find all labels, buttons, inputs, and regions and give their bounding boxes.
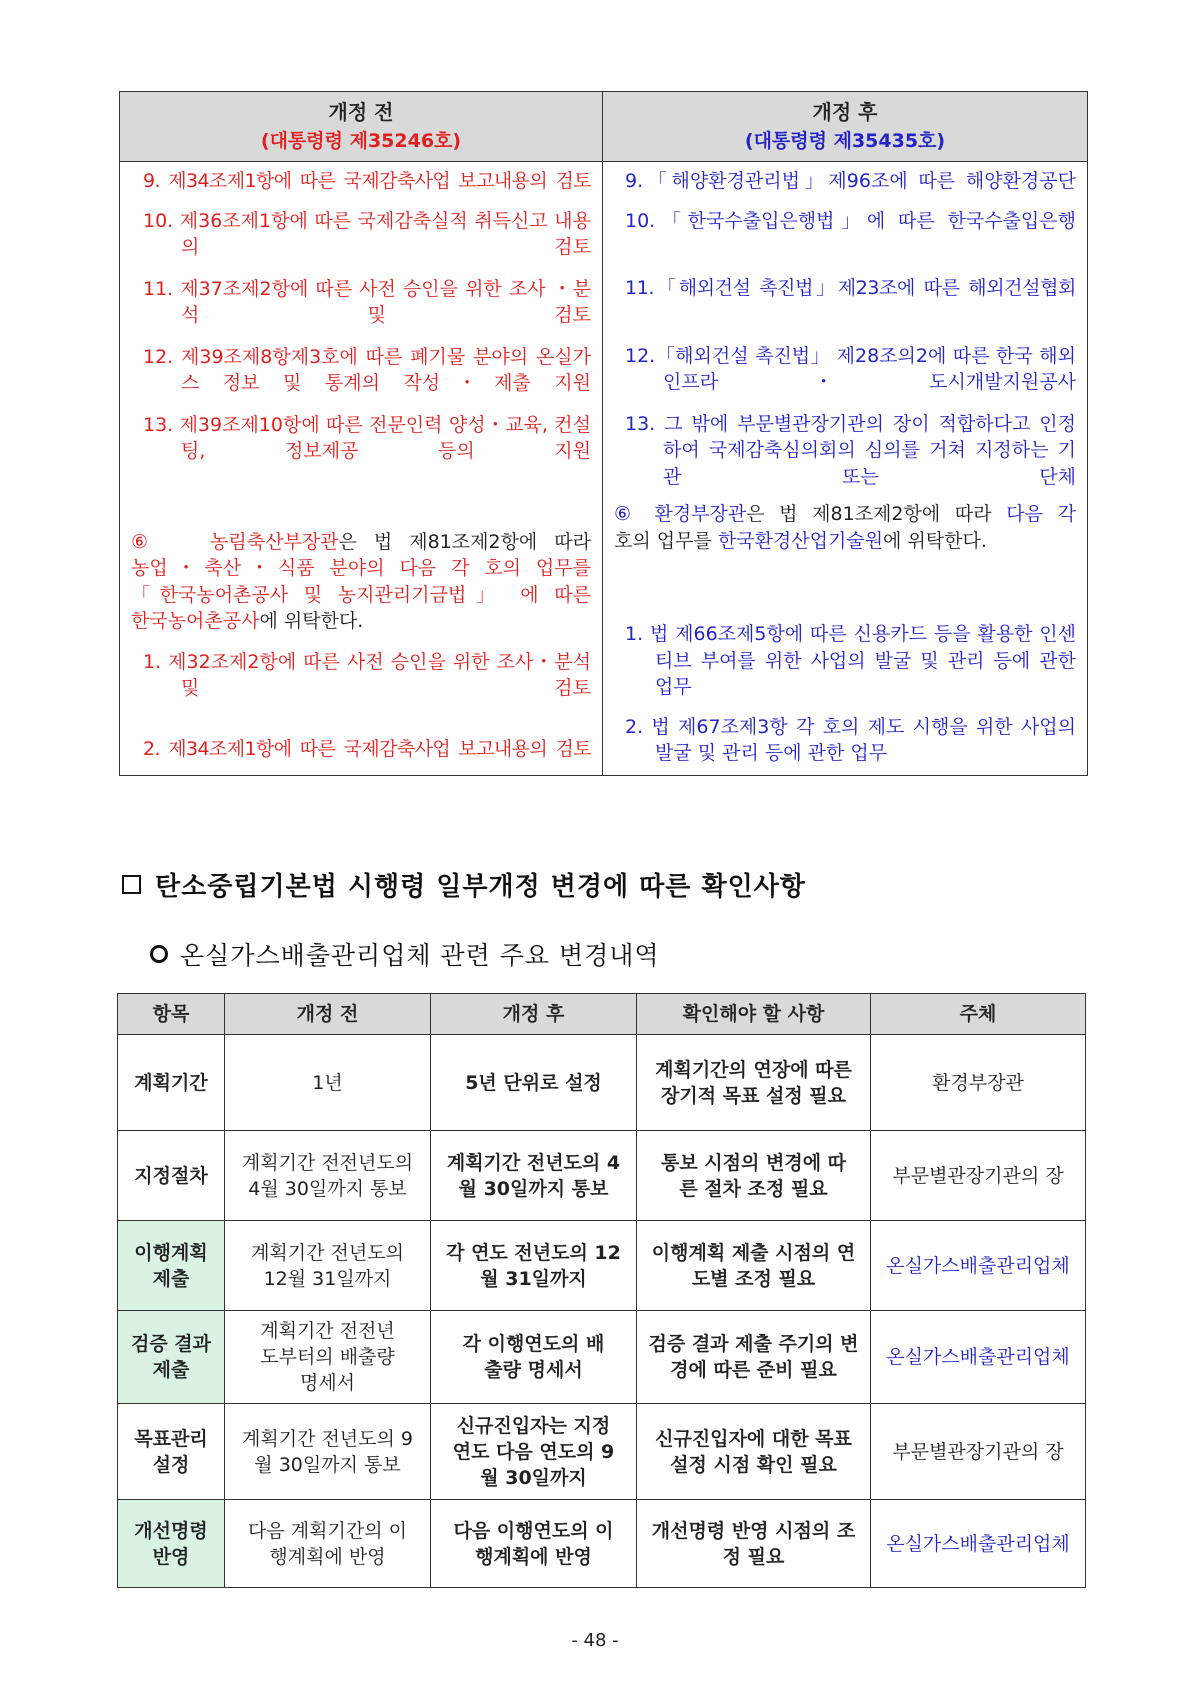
section-subtitle <box>150 936 660 972</box>
page-number: - 48 - <box>571 1630 619 1651</box>
table-row <box>118 1035 1086 1131</box>
row-subject: 온실가스배출관리업체 <box>871 1221 1086 1311</box>
row-check: 통보 시점의 변경에 따른 절차 조정 필요 <box>637 1131 871 1221</box>
comparison-table <box>119 91 1088 776</box>
before-sub-item-2: 2. 제34조제1항에 따른 국제감축사업 보고내용의 검토 <box>143 737 591 760</box>
before-item-9: 9. 제34조제1항에 따른 국제감축사업 보고내용의 검토 <box>143 170 591 192</box>
before-para-text4: 에 위탁한다. <box>259 610 364 632</box>
details-table <box>117 993 1086 1588</box>
after-item-11: 11.「해외건설 촉진법」제23조에 따른 해외건설협회 <box>625 277 1076 299</box>
section-subtitle-text: 온실가스배출관리업체 관련 주요 변경내역 <box>180 941 660 970</box>
row-before: 계획기간 전년도의 12월 31일까지 <box>225 1221 431 1311</box>
row-before: 계획기간 전전년도부터의 배출량 명세서 <box>225 1311 431 1404</box>
before-cell <box>120 162 603 776</box>
before-item-10: 10. 제36조제1항에 따른 국제감축실적 취득신고 내용의 검토 <box>143 209 591 258</box>
row-after: 각 연도 전년도의 12월 31일까지 <box>431 1221 637 1311</box>
before-delegation-paragraph <box>131 529 591 635</box>
row-before: 1년 <box>225 1035 431 1131</box>
row-subject: 부문별관장기관의 장 <box>871 1404 1086 1500</box>
table-row <box>118 1131 1086 1221</box>
after-para-next: 다음 각 <box>1006 503 1076 525</box>
table-row <box>118 1221 1086 1311</box>
before-item-11: 11. 제37조제2항에 따른 사전 승인을 위한 조사 ・분석 및 검토 <box>143 277 591 326</box>
header-before: 개정 전 <box>225 994 431 1035</box>
after-para-agency: 한국환경산업기술원 <box>717 529 884 552</box>
row-item: 계획기간 <box>118 1035 225 1131</box>
row-check: 신규진입자에 대한 목표 설정 시점 확인 필요 <box>637 1404 871 1500</box>
section-title-text: 탄소중립기본법 시행령 일부개정 변경에 따른 확인사항 <box>155 872 806 902</box>
row-before: 계획기간 전년도의 9월 30일까지 통보 <box>225 1404 431 1500</box>
table-row <box>118 1311 1086 1404</box>
before-para-agency: 한국농어촌공사 <box>131 610 260 632</box>
after-para-text1: 은 법 제81조제2항에 따라 <box>746 503 992 525</box>
after-cell <box>603 162 1088 776</box>
row-item: 개선명령 반영 <box>118 1500 225 1588</box>
after-header-decree: (대통령령 제35435호) <box>744 130 946 152</box>
after-para-text2: 호의 업무를 <box>614 529 712 552</box>
before-header <box>120 92 603 162</box>
after-item-9: 9.「해양환경관리법」제96조에 따른 해양환경공단 <box>625 170 1076 192</box>
header-item: 항목 <box>118 994 225 1035</box>
comparison-header-row <box>120 92 1088 162</box>
after-sub-item-1: 1. 법 제66조제5항에 따른 신용카드 등을 활용한 인센티브 부여를 위한 사업의 발굴 및 관리 등에 관한 업무 <box>625 623 1076 698</box>
before-item-12: 12. 제39조제8항제3호에 따른 폐기물 분야의 온실가스 정보 및 통계의 작성・제출 지원 <box>143 345 591 394</box>
after-sub-item-2: 2. 법 제67조제3항 각 호의 제도 시행을 위한 사업의 발굴 및 관리 등에 관한 업무 <box>625 715 1076 764</box>
before-item-13: 13. 제39조제10항에 따른 전문인력 양성・교육, 컨설팅, 정보제공 등의 지원 <box>143 413 591 462</box>
row-item: 이행계획 제출 <box>118 1221 225 1311</box>
square-bullet-icon <box>122 875 141 894</box>
after-item-10: 10.「한국수출입은행법」에 따른 한국수출입은행 <box>625 209 1076 232</box>
row-item: 검증 결과 제출 <box>118 1311 225 1404</box>
row-check: 검증 결과 제출 주기의 변경에 따른 준비 필요 <box>637 1311 871 1404</box>
comparison-body-row <box>120 162 1088 776</box>
before-para-text1: 은 법 제81조제2항에 따라 <box>338 530 591 553</box>
before-sub-item-1: 1. 제32조제2항에 따른 사전 승인을 위한 조사・분석 및 검토 <box>143 650 591 699</box>
table-row <box>118 1404 1086 1500</box>
row-item: 지정절차 <box>118 1131 225 1221</box>
row-before: 다음 계획기간의 이행계획에 반영 <box>225 1500 431 1588</box>
after-header <box>603 92 1088 162</box>
row-check: 계획기간의 연장에 따른 장기적 목표 설정 필요 <box>637 1035 871 1131</box>
row-after: 5년 단위로 설정 <box>431 1035 637 1131</box>
row-check: 이행계획 제출 시점의 연도별 조정 필요 <box>637 1221 871 1311</box>
before-para-minister: 농림축산부장관 <box>210 530 339 553</box>
row-subject: 환경부장관 <box>871 1035 1086 1131</box>
after-item-13: 13. 그 밖에 부문별관장기관의 장이 적합하다고 인정하여 국제감축심의회의 심의를 거쳐 지정하는 기관 또는 단체 <box>625 412 1076 488</box>
header-after: 개정 후 <box>431 994 637 1035</box>
row-after: 신규진입자는 지정연도 다음 연도의 9월 30일까지 <box>431 1404 637 1500</box>
details-header-row <box>118 994 1086 1035</box>
before-header-decree: (대통령령 제35246호) <box>260 130 462 152</box>
row-before: 계획기간 전전년도의 4월 30일까지 통보 <box>225 1131 431 1221</box>
after-delegation-paragraph <box>614 501 1076 554</box>
row-subject: 온실가스배출관리업체 <box>871 1311 1086 1404</box>
row-after: 계획기간 전년도의 4월 30일까지 통보 <box>431 1131 637 1221</box>
row-subject: 부문별관장기관의 장 <box>871 1131 1086 1221</box>
row-check: 개선명령 반영 시점의 조정 필요 <box>637 1500 871 1588</box>
header-subject: 주체 <box>871 994 1086 1035</box>
after-item-12: 12.「해외건설 촉진법」 제28조의2에 따른 한국 해외인프라・도시개발지원공사 <box>625 344 1076 393</box>
circle-bullet-icon <box>150 945 168 963</box>
row-after: 다음 이행연도의 이행계획에 반영 <box>431 1500 637 1588</box>
before-para-num: ⑥ <box>131 530 159 553</box>
row-item: 목표관리 설정 <box>118 1404 225 1500</box>
row-after: 각 이행연도의 배출량 명세서 <box>431 1311 637 1404</box>
before-para-text2: 농업・축산・식품 분야의 다음 각 호의 업무를 <box>131 557 591 579</box>
header-check: 확인해야 할 사항 <box>637 994 871 1035</box>
after-para-text3: 에 위탁한다. <box>883 529 987 552</box>
section-title <box>122 866 806 903</box>
after-header-title: 개정 후 <box>812 100 878 124</box>
after-para-num: ⑥ <box>614 503 640 525</box>
before-para-text3: 「한국농어촌공사 및 농지관리기금법」 에 따른 <box>131 583 591 606</box>
table-row <box>118 1500 1086 1588</box>
before-header-title: 개정 전 <box>328 100 394 124</box>
after-para-minister: 환경부장관 <box>654 503 747 525</box>
row-subject: 온실가스배출관리업체 <box>871 1500 1086 1588</box>
